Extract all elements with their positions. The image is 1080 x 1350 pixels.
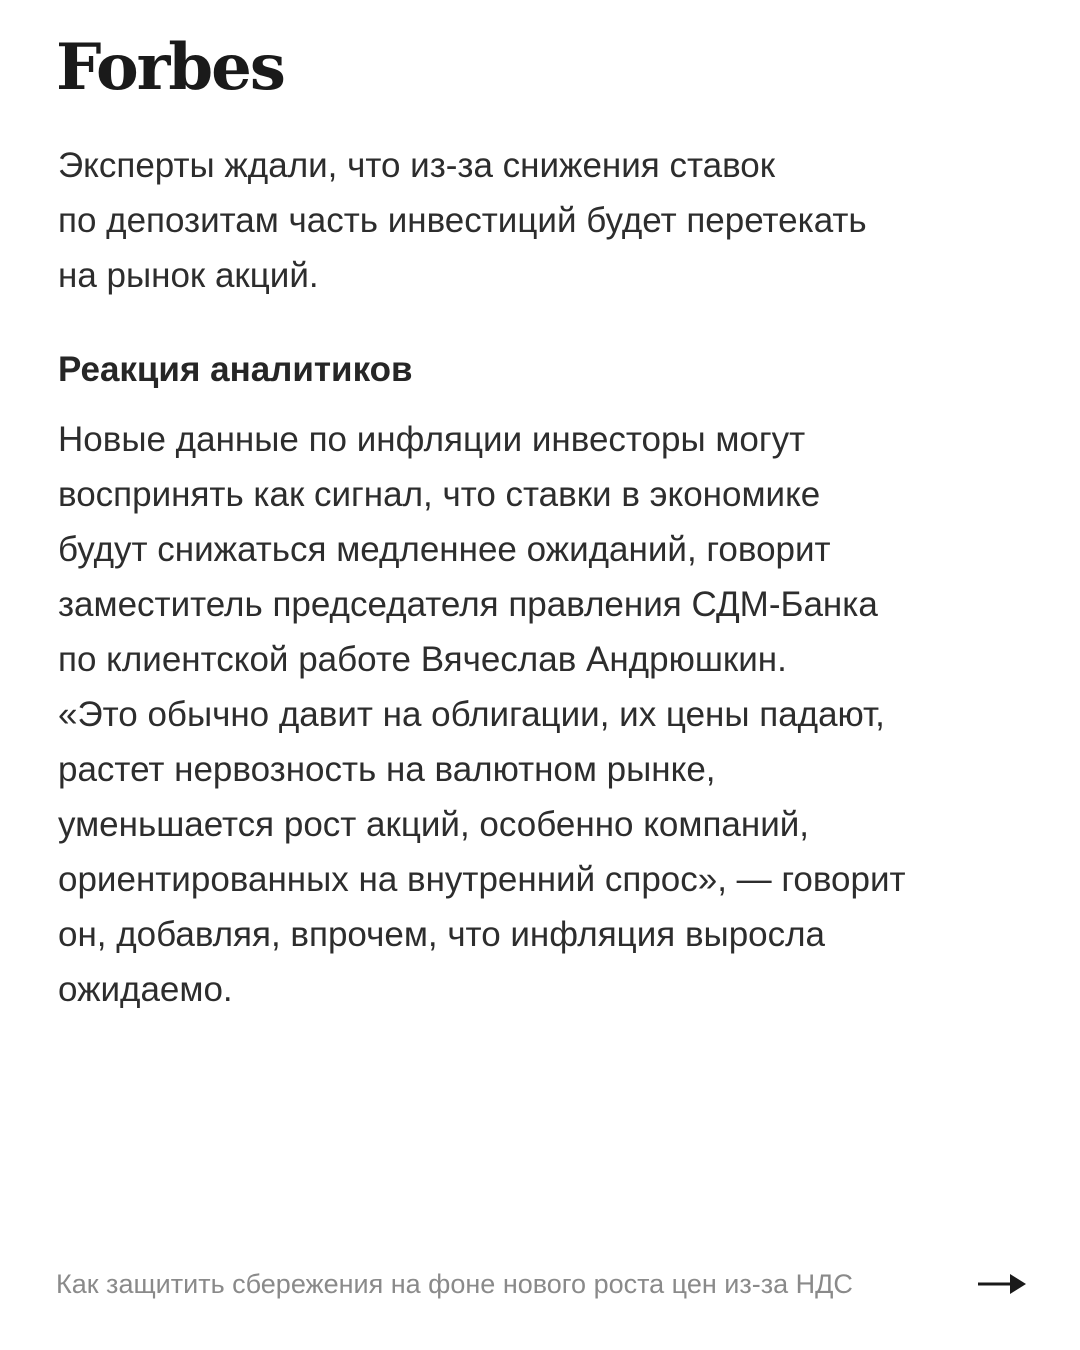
body-line: по клиентской работе Вячеслав Андрюшкин. bbox=[58, 640, 787, 679]
body-paragraph bbox=[58, 412, 1038, 1017]
body-line: будут снижаться медленнее ожиданий, говорит bbox=[58, 530, 831, 569]
body-line: ориентированных на внутренний спрос», — говорит bbox=[58, 860, 906, 899]
body-line: растет нервозность на валютном рынке, bbox=[58, 750, 716, 789]
arrow-right-icon[interactable] bbox=[976, 1269, 1028, 1299]
body-line: Новые данные по инфляции инвесторы могут bbox=[58, 420, 806, 459]
section-heading: Реакция аналитиков bbox=[58, 350, 413, 389]
body-line: ожидаемо. bbox=[58, 970, 233, 1009]
intro-line: Эксперты ждали, что из-за снижения ставок bbox=[58, 146, 776, 185]
body-line: он, добавляя, впрочем, что инфляция выросла bbox=[58, 915, 826, 954]
body-line: заместитель председателя правления СДМ-Банка bbox=[58, 585, 878, 624]
forbes-logo[interactable]: Forbes bbox=[56, 30, 284, 105]
body-line: уменьшается рост акций, особенно компаний, bbox=[58, 805, 810, 844]
intro-line: на рынок акций. bbox=[58, 256, 319, 295]
intro-paragraph bbox=[58, 138, 1038, 303]
next-article-label[interactable]: Как защитить сбережения на фоне нового роста цен из-за НДС bbox=[56, 1268, 853, 1299]
next-article-link[interactable] bbox=[56, 1262, 1028, 1306]
body-line: «Это обычно давит на облигации, их цены падают, bbox=[58, 695, 885, 734]
body-line: воспринять как сигнал, что ставки в экономике bbox=[58, 475, 821, 514]
intro-line: по депозитам часть инвестиций будет перетекать bbox=[58, 201, 867, 240]
